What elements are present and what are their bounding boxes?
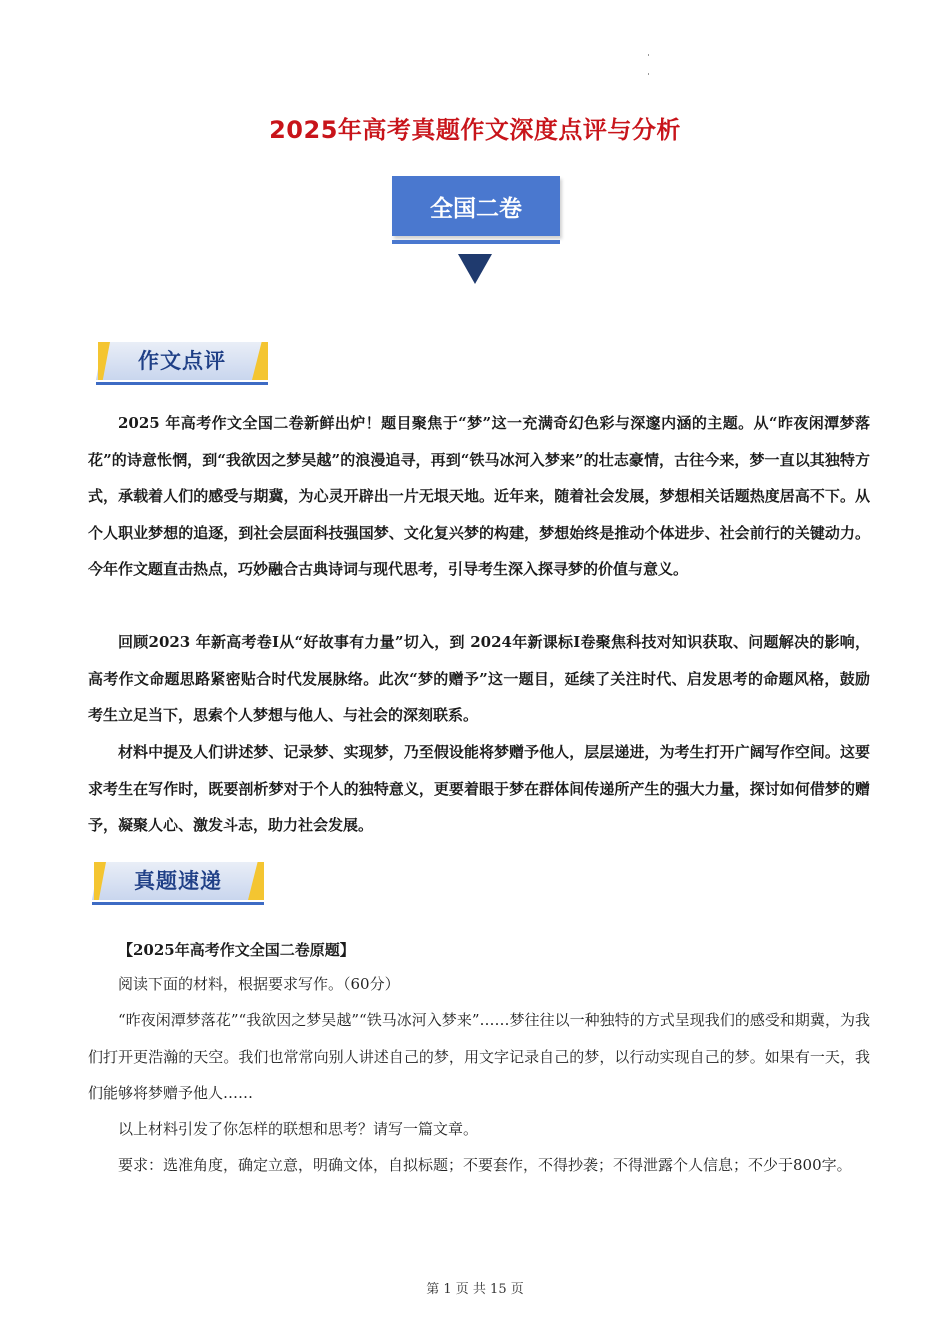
question-paragraph: 阅读下面的材料，根据要求写作。（60分） [118,975,400,993]
question-title: 【2025年高考作文全国二卷原题】 [118,941,355,959]
question-paragraph: 要求：选准角度，确定立意，明确文体，自拟标题；不要套作，不得抄袭；不得泄露个人信息；不少于800字。 [118,1156,852,1174]
commentary-paragraph: 2025 年高考作文全国二卷新鲜出炉！题目聚焦于“梦”这一充满奇幻色彩与深邃内涵的主题。从“昨夜闲潭梦落花”的诗意怅惘，到“我欲因之梦吴越”的浪漫追寻，再到“铁马冰河入梦来”的壮志豪情，古往今来，梦一直以其独特方式，承载着人们的感受与期冀，为心灵开辟出一片无垠天地。近年来，随着社会发展，梦想相关话题热度居高不下。从个人职业梦想的追逐，到社会层面科技强国梦、文化复兴梦的构建，梦想始终是推动个体进步、社会前行的关键动力。今年作文题直击热点，巧妙融合古典诗词与现代思考，引导考生深入探寻梦的价值与意义。 [88,414,870,578]
scan-speck [648,54,649,56]
page-footer: 第 1 页 共 15 页 [426,1282,524,1297]
section-header-commentary [96,336,276,386]
commentary-paragraph: 材料中提及人们讲述梦、记录梦、实现梦，乃至假设能将梦赠予他人，层层递进，为考生打开广阔写作空间。这要求考生在写作时，既要剖析梦对于个人的独特意义，更要着眼于梦在群体间传递所产生的强大力量，探讨如何借梦的赠予，凝聚人心、激发斗志，助力社会发展。 [88,743,870,834]
paper-badge: 全国二卷 [392,176,560,236]
question-paragraph: 以上材料引发了你怎样的联想和思考？请写一篇文章。 [118,1120,479,1138]
down-triangle-icon [458,254,492,284]
scan-speck [648,73,649,75]
question-paragraph: “昨夜闲潭梦落花”“我欲因之梦吴越”“铁马冰河入梦来”……梦往往以一种独特的方式呈现我们的感受和期冀，为我们打开更浩瀚的天空。我们也常常向别人讲述自己的梦，用文字记录自己的梦，以行动实现自己的梦。如果有一天，我们能够将梦赠予他人…… [88,1011,870,1102]
section-header-question [92,856,272,906]
badge-underline [392,240,560,244]
section-label: 真题速递 [134,869,222,893]
section-label: 作文点评 [138,349,226,373]
commentary-paragraph: 回顾2023 年新高考卷Ⅰ从“好故事有力量”切入，到 2024年新课标Ⅰ卷聚焦科技对知识获取、问题解决的影响，高考作文命题思路紧密贴合时代发展脉络。此次“梦的赠予”这一题目，延续了关注时代、启发思考的命题风格，鼓励考生立足当下，思索个人梦想与他人、与社会的深刻联系。 [88,633,870,724]
page-title: 2025年高考真题作文深度点评与分析 [269,116,681,144]
